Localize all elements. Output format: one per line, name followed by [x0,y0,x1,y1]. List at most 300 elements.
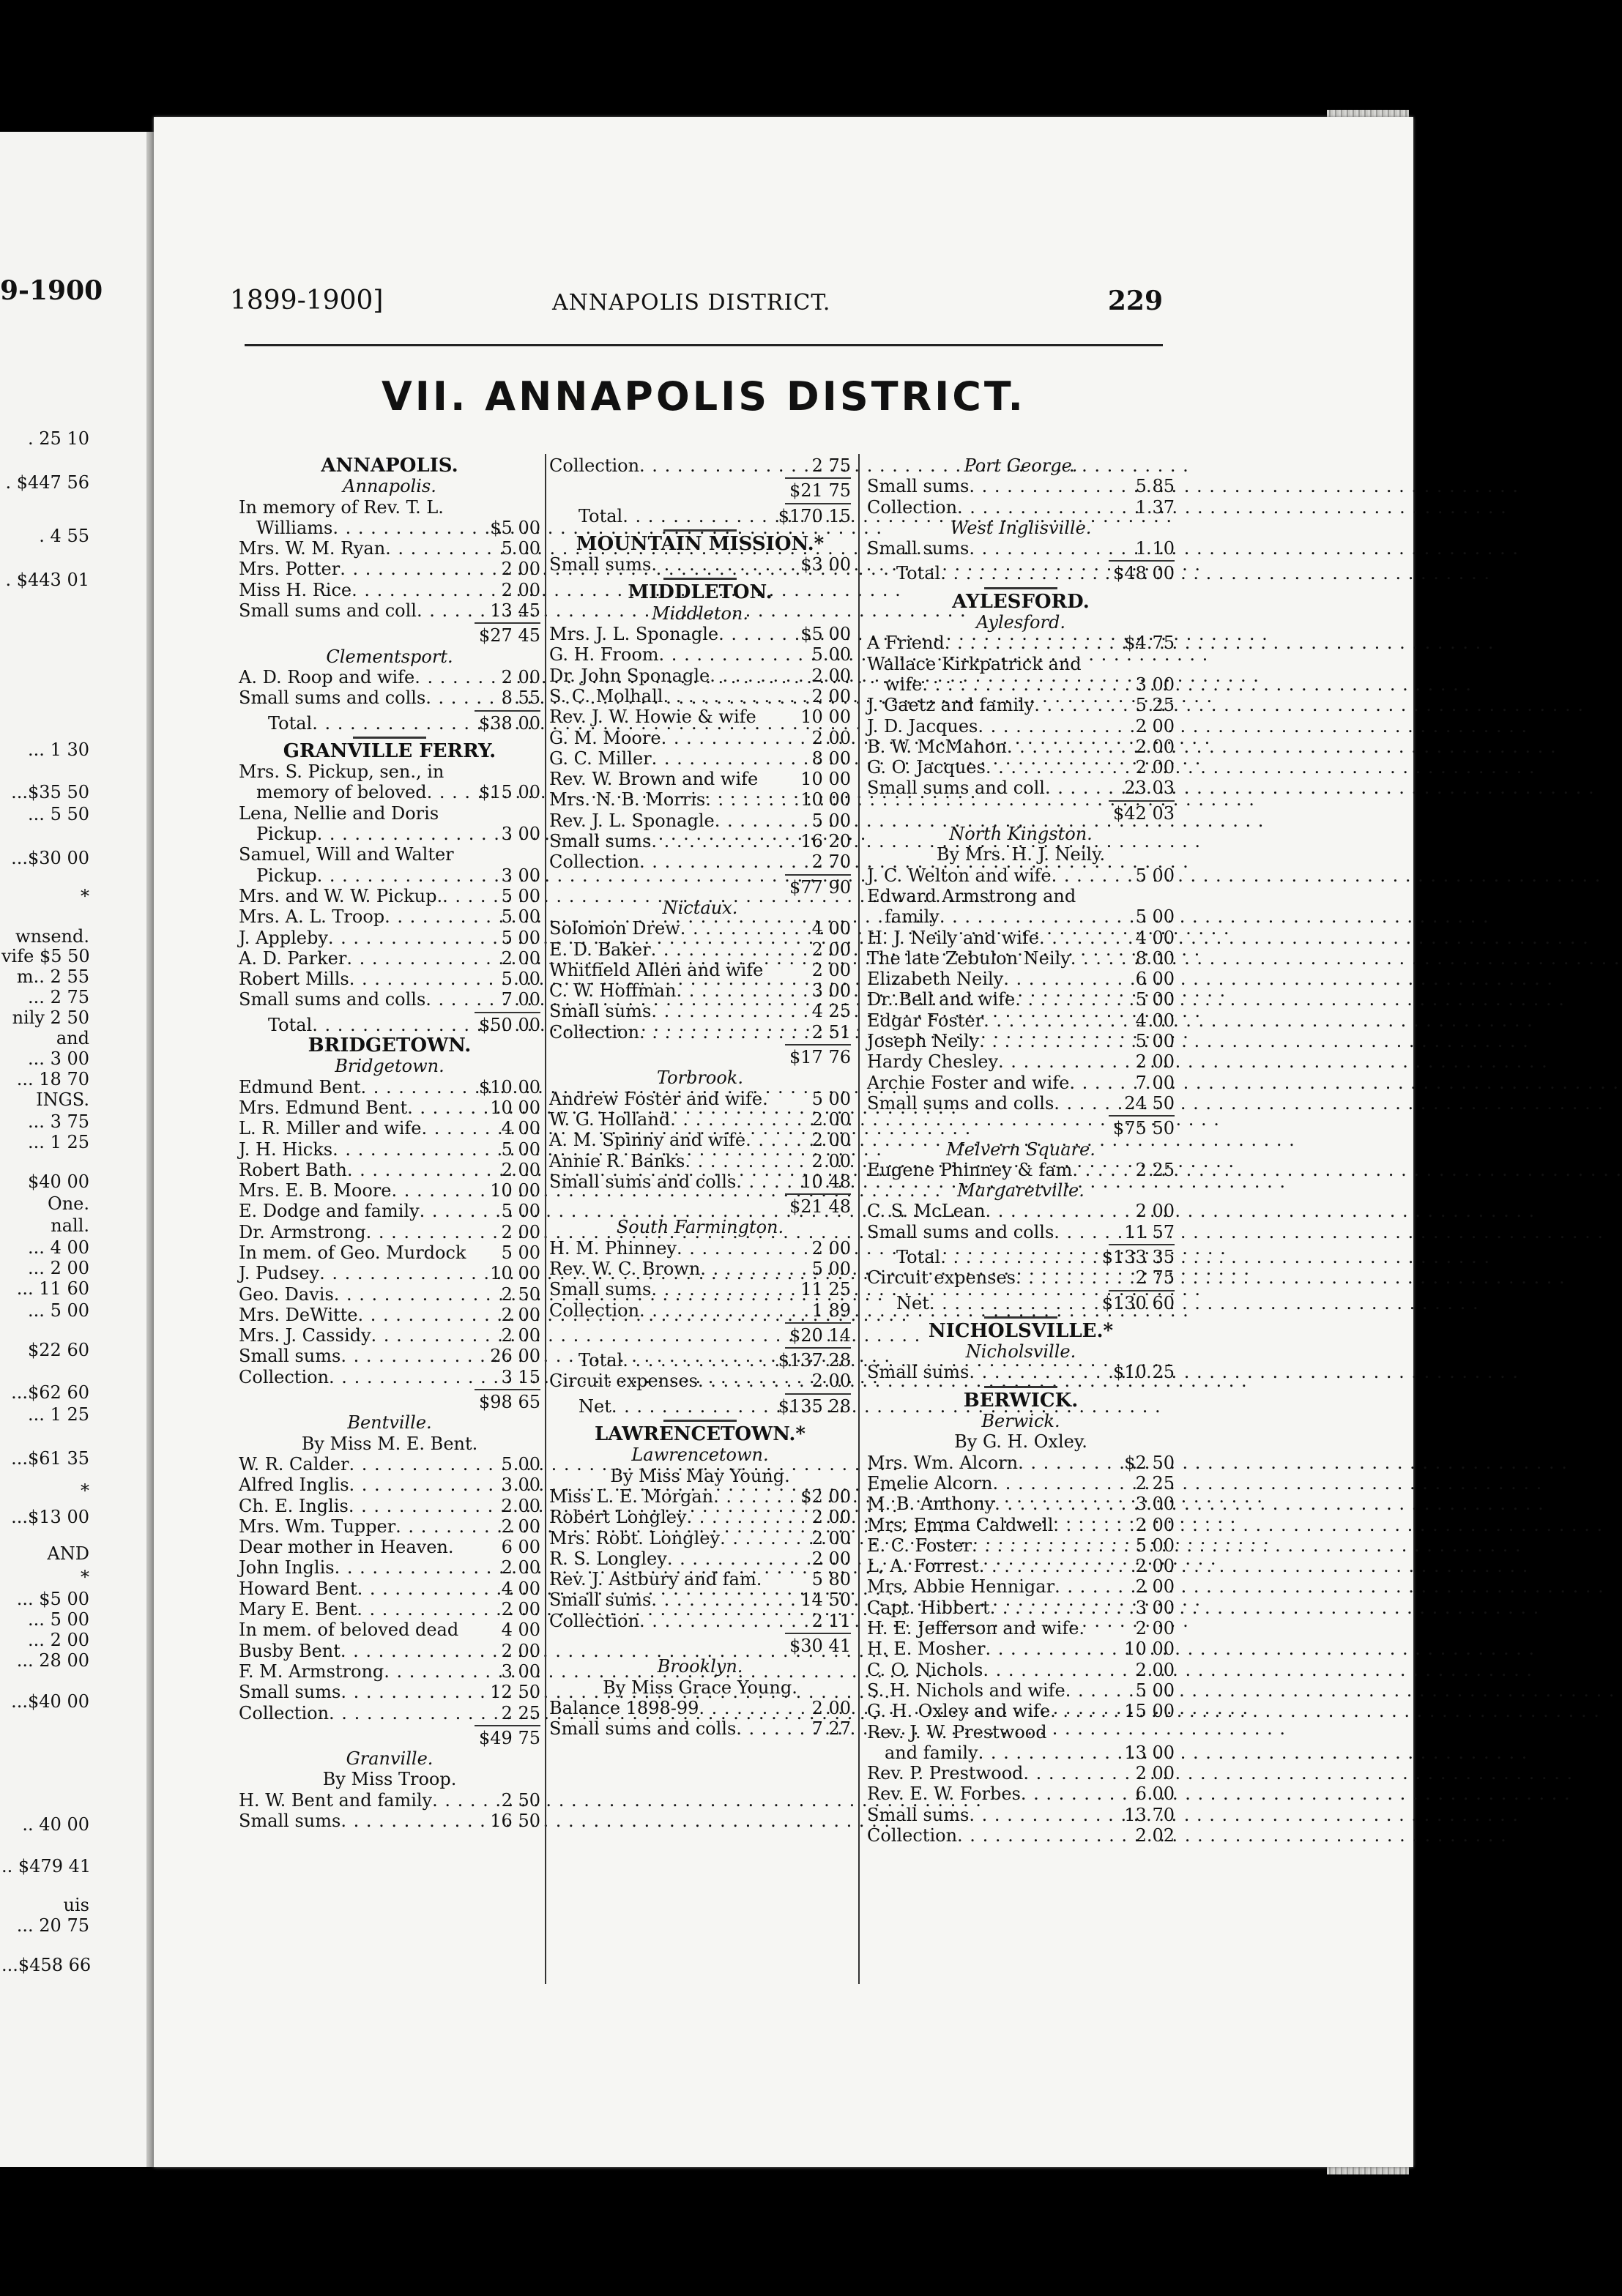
leader-dots [422,1118,500,1138]
left-page-fragment: ...$30 00 [11,848,89,868]
entry-amount: 2 00 [501,1599,540,1620]
entry-row [239,1160,540,1180]
entry-amount: 3 15 [501,1366,540,1387]
entry-label: Robert Longley [549,1507,687,1528]
leader-dots [998,1051,1134,1072]
leader-dots [698,1371,811,1391]
entry-label: John Inglis [239,1557,335,1578]
entry-label: Total [896,1246,941,1267]
entry-amount: 2 70 [811,851,851,873]
leader-dots [312,713,477,734]
entry-row [549,980,851,1001]
entry-amount: 5 00 [501,1242,540,1263]
total-row [867,1247,1175,1267]
entry-label: Edgar Foster [867,1010,984,1031]
entry-label: Circuit expenses [867,1267,1016,1289]
entry-row [867,1783,1175,1804]
entry-label: Total [579,1350,623,1371]
left-page-fragment: * [81,1567,89,1587]
entry-row [239,1367,540,1387]
leader-dots [357,1305,499,1325]
entry-amount: 14 50 [800,1589,851,1611]
entry-row [239,1077,540,1097]
total-row [867,1293,1175,1313]
leader-dots [312,1015,477,1035]
left-page-fragment: ... 2 00 [28,1630,89,1650]
entry-amount: 2 25 [501,1702,540,1723]
entry-row [549,960,851,980]
entry-amount: $15 00 [479,782,540,803]
entry-label: A. M. Spinny and wife [549,1130,746,1151]
leader-dots [985,1639,1123,1659]
entry-amount: 4 00 [501,1578,540,1599]
entry-amount: 5 00 [1135,865,1175,886]
entry-label: G. O. Jacques [867,757,986,778]
entry-label: Mrs. Robt. Longley [549,1527,721,1548]
entry-amount: 24 50 [1124,1092,1175,1114]
entry-row [239,559,540,579]
entry-row [239,1496,540,1516]
leader-dots [979,1556,1134,1576]
entry-row [549,1300,851,1321]
left-page-fragment: ... 5 50 [28,804,89,824]
leader-dots [328,928,500,948]
entry-label: Collection [549,1021,640,1043]
entry-label: Mrs. Edmund Bent [239,1097,408,1118]
entry-row [549,1130,851,1150]
leader-dots [929,1293,1101,1313]
running-header [230,286,1163,322]
entry-label: In mem. of beloved dead [239,1620,459,1641]
entry-amount: 2 00 [501,1221,540,1242]
entry-label: Joseph Neily [867,1031,980,1052]
entry-amount: 5 00 [1135,1031,1175,1052]
place-subheading: Bridgetown. [335,1056,444,1077]
entry-row [239,1097,540,1118]
subtotal-amount: $17 76 [789,1047,851,1068]
section-separator [549,1417,851,1424]
entry-row [549,1698,851,1718]
leader-dots [407,1097,488,1118]
leader-dots [945,633,1123,653]
entry-row [549,918,851,939]
entry-label: Small sums [549,831,652,852]
entry-label: H. M. Phinney [549,1237,677,1259]
leader-dots [347,1160,500,1180]
entry-amount: 7 00 [1135,1072,1175,1093]
sum-rule [549,1321,851,1325]
entry-label: Robert Bath [239,1159,347,1180]
entry-row [239,969,540,989]
entry-amount: 2 02 [1135,1825,1175,1846]
leader-dots [994,1494,1134,1514]
entry-label: Small sums [239,1811,341,1831]
entry-label: Small sums [239,1682,341,1703]
entry-amount: 2 00 [811,1371,851,1392]
leader-dots [736,1171,799,1192]
left-page-fragment: . $447 56 [5,472,89,493]
entry-amount: 2 00 [501,1557,540,1578]
entry-amount: 10 00 [490,1263,540,1284]
entry-row [239,1201,540,1221]
entry-label: R. S. Longley [549,1548,667,1569]
left-page-fragment: ...$40 00 [11,1691,89,1712]
subtotal-amount: $30 41 [789,1636,851,1657]
left-page-fragment: ... 3 00 [28,1048,89,1069]
leader-dots [940,563,1112,584]
leader-dots [361,1077,478,1097]
entry-label: Pickup [256,824,317,845]
entry-label: C. S. McLean [867,1201,986,1222]
left-page [0,132,163,2167]
leader-dots [663,686,810,707]
entry-label: Williams [256,517,333,538]
entry-label: Mrs. Potter [239,559,341,580]
entry-amount: 5 00 [501,969,540,990]
entry-label: Net [896,1292,929,1313]
entry-label: Small sums and colls [239,687,426,709]
entry-amount: 2 00 [501,559,540,580]
entry-label: Small sums and colls [549,1718,737,1740]
entry-label: Small sums and colls [867,1092,1054,1114]
entry-label: Mrs. N. B. Morris [549,789,706,810]
entry-label: Balance 1898-99 [549,1697,699,1718]
entry-amount: 10 00 [800,707,851,728]
entry-label: J. Pudsey [239,1263,320,1284]
entry-label: G. C. Miller [549,748,652,769]
place-subheading: Brooklyn. [657,1656,743,1677]
entry-amount: $50 00 [479,1014,540,1035]
entry-amount: 2 00 [501,579,540,600]
leader-dots [1015,989,1134,1010]
entry-amount: 2 25 [1135,1159,1175,1180]
entry-label: Collection [867,1825,958,1846]
entry-amount: 4 00 [501,1118,540,1139]
entry-row [549,1089,851,1109]
leader-dots [1018,1453,1123,1473]
entry-row [239,1516,540,1537]
entry-row [239,1599,540,1620]
sum-rule [239,1387,540,1392]
entry-label: Edmund Bent [239,1076,361,1097]
section-separator [867,584,1175,592]
entry-amount: $10 25 [1113,1362,1175,1383]
collector-line: By Miss May Young. [610,1465,790,1486]
entry-label: Total [268,712,313,734]
left-page-fragment: ... 20 75 [16,1915,89,1936]
left-page-fragment: ... 3 75 [28,1111,89,1132]
entry-label: Rev. P. Prestwood [867,1763,1024,1784]
leader-dots [371,1325,500,1346]
entry-label: Rev. J. W. Howie & wife [549,707,756,728]
collector-line: By Mrs. H. J. Neily. [936,844,1106,865]
leader-dots [385,538,499,559]
entry-row [239,538,540,559]
entry-amount: 5 85 [1135,476,1175,497]
entry-row [239,1454,540,1475]
entry-label: Emelie Alcorn [867,1472,993,1494]
leader-dots [442,886,499,906]
left-page-fragment: ... $5 00 [16,1589,89,1609]
entry-label: Ch. E. Inglis [239,1495,349,1516]
entry-label: Dr. John Sponagle [549,665,710,686]
left-page-fragment: One. [48,1193,89,1214]
leader-dots [1050,1701,1123,1721]
entry-amount: 3 00 [501,824,540,845]
entry-amount: 2 00 [1135,736,1175,757]
entry-row [867,1660,1175,1680]
entry-row [239,1305,540,1325]
entry-amount: 3 00 [811,980,851,1002]
entry-label: and family [885,1742,978,1763]
leader-dots [686,1507,810,1527]
section-heading: LAWRENCETOWN.* [594,1423,806,1446]
entry-amount: $5 00 [800,624,851,645]
left-page-fragment: ... 1 25 [28,1404,89,1425]
entry-label: Dr. Armstrong [239,1221,366,1242]
entry-amount: $48 00 [1113,563,1175,584]
entry-amount: $130 60 [1101,1292,1175,1313]
entry-label: A. D. Roop and wife [239,666,415,687]
entry-label: Small sums [867,1804,970,1825]
entry-row [867,1515,1175,1535]
entry-label: Archie Foster and wife [867,1072,1070,1093]
left-page-fragment: * [81,1480,89,1501]
entry-row [239,782,540,802]
entry-amount: 2 00 [501,1516,540,1537]
entry-label: Total [579,505,623,526]
entry-label: J. D. Jacques [867,715,978,737]
page-number: 229 [1107,286,1163,316]
entry-label: In mem. of Geo. Murdock [239,1242,466,1263]
entry-amount: 2 00 [811,1130,851,1151]
entry-row [239,1620,540,1640]
leader-dots [1021,1783,1134,1804]
entry-amount: $137 28 [778,1350,851,1371]
entry-row [549,1569,851,1589]
entry-label: Rev. E. W. Forbes [867,1783,1021,1805]
section-heading: GRANVILLE FERRY. [283,739,496,762]
subtotal-amount: $42 03 [1113,802,1175,824]
entry-amount: 2 00 [1135,1618,1175,1639]
leader-dots [700,1259,810,1279]
section-separator [239,734,540,741]
entry-row [867,1763,1175,1783]
left-page-fragment: ... 1 30 [28,739,89,760]
leader-dots [978,716,1134,737]
leader-dots [334,1284,500,1305]
leader-dots [1016,1267,1134,1288]
leader-dots [651,1001,810,1021]
entry-label: W. G. Holland [549,1108,671,1130]
entry-row [549,769,851,789]
leader-dots [670,1109,810,1130]
leader-dots [341,1641,500,1661]
left-page-fragment: and [56,1028,89,1048]
entry-row [867,1222,1175,1242]
entry-row [239,865,540,886]
subtotal-amount: $75 50 [1113,1118,1175,1139]
entry-label: Mrs. Emma Caldwell [867,1514,1054,1535]
entry-label: Solomon Drew [549,918,680,939]
header-year-range: 1899-1900] [230,286,384,316]
entry-amount: 2 11 [811,1610,851,1631]
left-page-fragment: ...$35 50 [11,782,89,802]
column-2 [549,455,851,1740]
place-subheading: Torbrook. [657,1067,743,1089]
entry-row [867,538,1175,559]
entry-label: F. M. Armstrong [239,1660,384,1682]
entry-label: Wallace Kirkpatrick and [867,653,1082,674]
entry-row [549,1279,851,1300]
subtotal-amount: $21 48 [789,1196,851,1218]
left-page-fragment: nily 2 50 [12,1007,89,1028]
collector-line: By Miss Troop. [322,1769,457,1790]
entry-row [867,1618,1175,1639]
entry-row [549,686,851,707]
leader-dots [969,476,1134,496]
place-subheading: Clementsport. [326,646,453,667]
entry-amount: 4 00 [811,918,851,939]
entry-amount: 2 50 [501,1789,540,1811]
entry-amount: 2 00 [501,1325,540,1346]
entry-row [239,928,540,948]
entry-amount: 2 00 [1135,1051,1175,1073]
leader-dots [332,1139,499,1160]
entry-row [549,1371,851,1391]
left-page-fragment: AND [47,1543,89,1564]
entry-label: Andrew Foster and wife. [549,1088,768,1109]
entry-amount: 26 00 [490,1346,540,1367]
entry-amount: 5 80 [811,1569,851,1590]
entry-amount: 5 00 [501,1453,540,1475]
entry-row [867,1556,1175,1576]
leader-dots [986,1201,1134,1221]
leader-dots [1052,865,1134,886]
left-page-fragment: .. 40 00 [22,1814,89,1835]
leader-dots [745,1130,810,1150]
entry-amount: $3 00 [800,554,851,575]
entry-amount: 2 00 [1135,715,1175,737]
entry-amount: 5 00 [501,885,540,906]
entry-amount: 5 00 [501,1201,540,1222]
leader-dots [341,1811,488,1831]
subtotal-amount: $77 90 [789,876,851,898]
entry-label: Mrs. S. Pickup, sen., in [239,761,444,783]
entry-amount: 6 00 [501,1537,540,1558]
section-heading: ANNAPOLIS. [321,455,458,477]
entry-label: Small sums [867,1362,970,1383]
leader-dots [736,1718,810,1739]
entry-label: M. B. Anthony [867,1494,995,1515]
leader-dots [384,1661,499,1682]
left-page-fragment: .. $479 41 [1,1856,92,1876]
entry-amount: 10 00 [800,769,851,790]
entry-label: B. W. McMahon [867,736,1007,757]
entry-label: Dr. Bell and wife [867,989,1016,1010]
entry-amount: 16 50 [490,1811,540,1831]
entry-row [867,674,1175,695]
entry-amount: 10 00 [490,1180,540,1201]
entry-label: Small sums and colls [549,1171,737,1192]
leader-dots [986,757,1134,778]
entry-amount: 2 00 [1135,1556,1175,1577]
collector-line: By Miss Grace Young. [603,1677,797,1698]
place-subheading: Nicholsville. [965,1341,1076,1363]
leader-dots [680,918,811,939]
entry-row [239,1325,540,1346]
entry-row [239,1475,540,1495]
entry-label: Circuit expenses [549,1371,698,1392]
collector-line: By Miss M. E. Bent. [301,1433,478,1454]
entry-row [239,844,540,865]
entry-row [867,1473,1175,1494]
total-row [867,563,1175,584]
entry-row [867,1742,1175,1763]
entry-row [239,761,540,782]
left-page-fragment: * [81,886,89,906]
entry-amount: $2 50 [1124,1452,1175,1473]
entry-row [549,554,851,575]
left-page-header: 9-1900 [0,275,103,306]
left-page-fragment: ... 18 70 [16,1069,89,1089]
entry-row [867,695,1175,715]
entry-label: family [885,906,940,928]
left-page-fragment: INGS. [36,1089,89,1110]
entry-row [239,1242,540,1263]
sum-rule [239,1723,540,1728]
entry-amount: 5 00 [501,906,540,928]
entry-row [867,737,1175,757]
entry-amount: 3 00 [1135,674,1175,695]
leader-dots [677,1238,811,1259]
leader-dots [1054,1093,1123,1114]
leader-dots [341,1682,488,1702]
leader-dots [420,1201,500,1221]
total-row [239,713,540,734]
entry-label: The late Zebulon Neily [867,947,1071,969]
entry-amount: 5 00 [501,1138,540,1160]
leader-dots [651,1279,799,1300]
leader-dots [329,1367,500,1387]
entry-amount: 7 00 [501,989,540,1010]
entry-amount: 3 00 [501,865,540,886]
section-heading: MOUNTAIN MISSION.* [576,532,825,555]
leader-dots [639,1611,811,1631]
entry-label: H. W. Bent and family [239,1789,433,1811]
sum-rule [867,799,1175,803]
entry-amount: 2 00 [811,1237,851,1259]
entry-label: Rev. W. Brown and wife [549,769,759,790]
entry-row [239,1682,540,1702]
entry-label: Pickup [256,865,317,886]
entry-amount: 5 00 [811,644,851,666]
leader-dots [667,1548,811,1569]
entry-row [239,989,540,1010]
section-heading: AYLESFORD. [952,590,1090,613]
entry-label: G. H. Oxley and wife [867,1701,1051,1722]
leader-dots [715,810,811,831]
sum-rule [239,709,540,713]
leader-dots [685,1151,810,1171]
entry-amount: 5 00 [501,538,540,559]
entry-amount: $170 15 [778,505,851,526]
entry-label: In memory of Rev. T. L. [239,496,444,518]
entry-amount: 5 00 [1135,906,1175,928]
section-separator [549,575,851,582]
leader-dots [622,506,777,526]
entry-row [239,667,540,687]
